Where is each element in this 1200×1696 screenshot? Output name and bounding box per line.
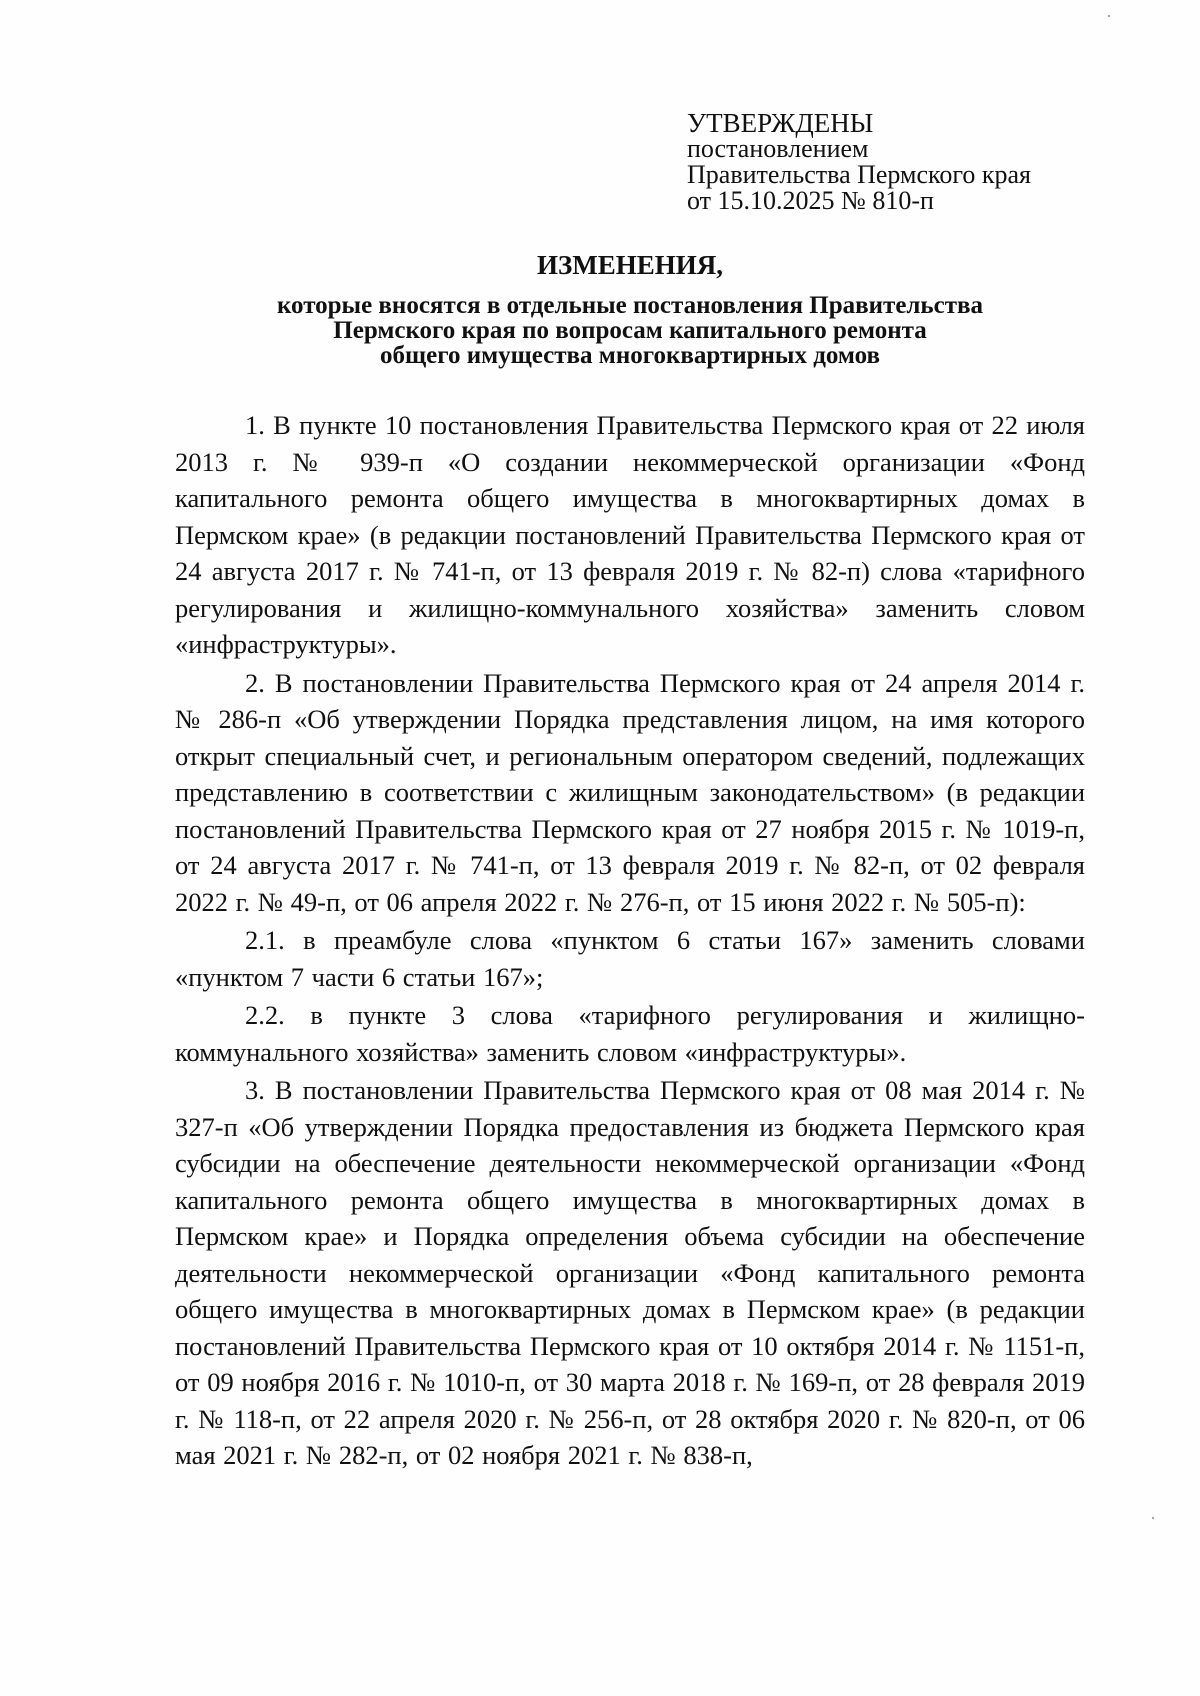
paragraph-2: 2. В постановлении Правительства Пермского края от 24 апреля 2014 г. № 286-п «Об утверждении Порядка представления лицом, на имя которого открыт специальный счет, и региональным оператором сведений, подлежащих представлению в соответствии с жилищным законодательством» (в редакции постановлений Правительства Пермского края от 27 ноября 2015 г. № 1019-п, от 24 августа 2017 г. № 741-п, от 13 февраля 2019 г. № 82-п, от 02 февраля 2022 г. № 49-п, от 06 апреля 2022 г. № 276-п, от 15 июня 2022 г. № 505-п): <box>175 667 1085 917</box>
scan-speck <box>1108 15 1110 17</box>
paragraph-2-2: 2.2. в пункте 3 слова «тарифного регулирования и жилищно-коммунального хозяйства» заменить словом «инфраструктуры». <box>175 1000 1085 1067</box>
approval-heading: УТВЕРЖДЕНЫ <box>687 108 874 138</box>
approval-line-1: постановлением <box>687 134 869 163</box>
paragraph-1: 1. В пункте 10 постановления Правительства Пермского края от 22 июля 2013 г. № 939-п «О создании некоммерческой организации «Фонд капитального ремонта общего имущества в многоквартирных домах в Пермском крае» (в редакции постановлений Правительства Пермского края от 24 августа 2017 г. № 741-п, от 13 февраля 2019 г. № 82-п) слова «тарифного регулирования и жилищно-коммунального хозяйства» заменить словом «инфраструктуры». <box>175 410 1085 659</box>
subtitle-line-3: общего имущества многоквартирных домов <box>380 342 880 369</box>
subtitle-line-2: Пермского края по вопросам капитального ремонта <box>333 317 927 344</box>
approval-line-2: Правительства Пермского края <box>687 160 1031 189</box>
scan-speck <box>1152 1517 1154 1519</box>
document-title: ИЗМЕНЕНИЯ, <box>536 250 723 280</box>
paragraph-2-1: 2.1. в преамбуле слова «пунктом 6 статьи 167» заменить словами «пунктом 7 части 6 статьи 167»; <box>175 925 1085 992</box>
paragraph-3: 3. В постановлении Правительства Пермского края от 08 мая 2014 г. № 327-п «Об утверждении Порядка предоставления из бюджета Пермского края субсидии на обеспечение деятельности некоммерческой организации «Фонд капитального ремонта общего имущества в многоквартирных домах в Пермском крае» и Порядка определения объема субсидии на обеспечение деятельности некоммерческой организации «Фонд капитального ремонта общего имущества в многоквартирных домах в Пермском крае» (в редакции постановлений Правительства Пермского края от 10 октября 2014 г. № 1151-п, от 09 ноября 2016 г. № 1010-п, от 30 марта 2018 г. № 169-п, от 28 февраля 2019 г. № 118-п, от 22 апреля 2020 г. № 256-п, от 28 октября 2020 г. № 820-п, от 06 мая 2021 г. № 282-п, от 02 ноября 2021 г. № 838-п, <box>175 1075 1085 1470</box>
approval-stamp-block <box>687 110 1107 214</box>
document-subtitle <box>170 293 1090 368</box>
document-body <box>175 407 1085 1474</box>
approval-line-3: от 15.10.2025 № 810-п <box>687 186 934 215</box>
subtitle-line-1: которые вносятся в отдельные постановления Правительства <box>276 292 984 319</box>
